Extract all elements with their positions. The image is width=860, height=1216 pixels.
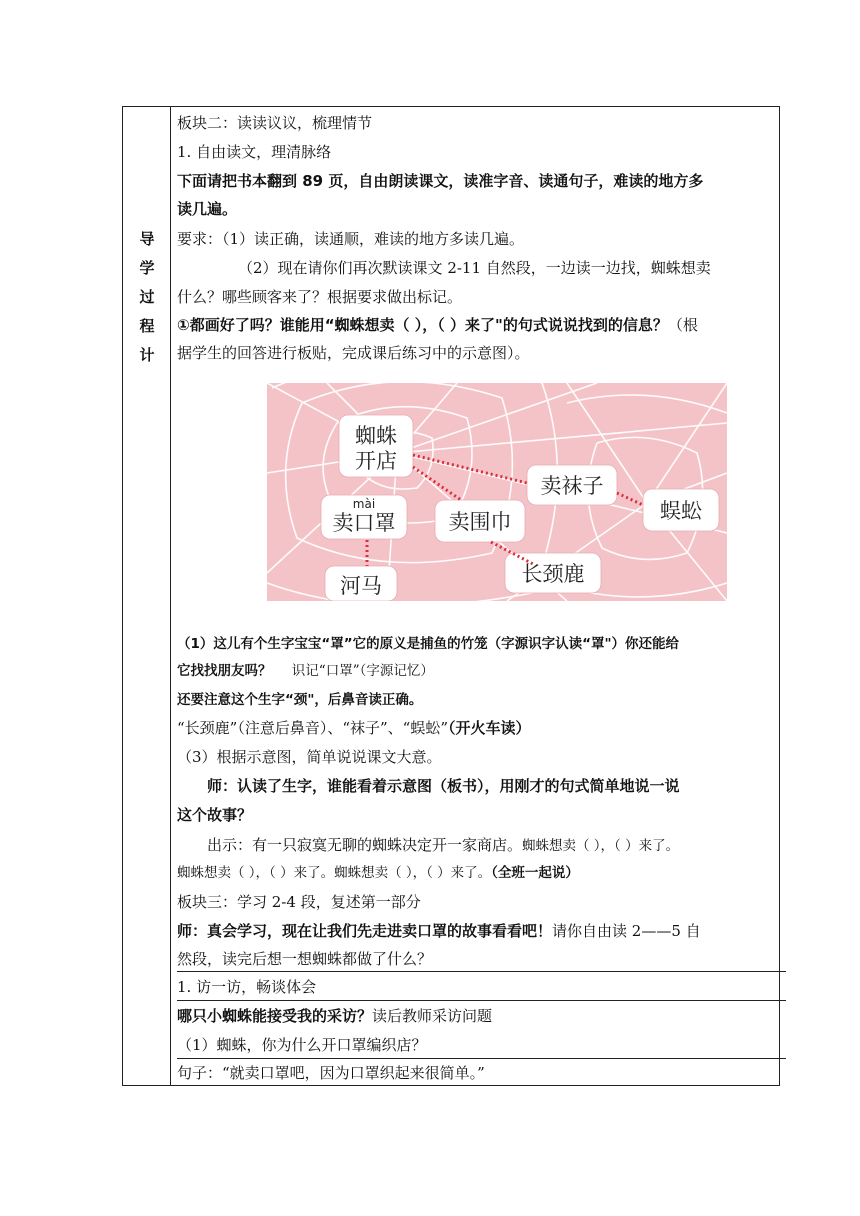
note-text: 据学生的回答进行板贴，完成课后练习中的示意图）。 bbox=[177, 344, 530, 362]
row-divider bbox=[177, 1000, 786, 1001]
interview-prompt: 哪只小蜘蛛能接受我的采访？ bbox=[177, 1007, 373, 1025]
teacher-text: 然段，读完后想一想蜘蛛都做了什么？ bbox=[177, 950, 433, 968]
instruction-text: 下面请把书本翻到 89 页，自由朗读课文，读准字音、读通句子，难读的地方多 bbox=[177, 172, 704, 190]
label-centipede: 蜈蚣 bbox=[660, 499, 702, 523]
step-heading: 1. 访一访，畅谈体会 bbox=[177, 978, 317, 996]
label-spider-line1: 蜘蛛 bbox=[355, 424, 397, 448]
label-pinyin: mài bbox=[352, 497, 376, 511]
label-spider-line2: 开店 bbox=[355, 449, 397, 473]
side-label bbox=[123, 225, 171, 370]
interview-question: （1）蜘蛛，你为什么开口罩编织店？ bbox=[177, 1036, 427, 1054]
instruction-text: 读几遍。 bbox=[177, 200, 238, 218]
label-mask: 卖口罩 bbox=[332, 511, 396, 535]
character-note: 识记“口罩”（字源记忆） bbox=[291, 663, 434, 679]
section-heading: 板块三：学习 2-4 段，复述第一部分 bbox=[177, 893, 421, 911]
requirement-text: （2）现在请你们再次默读课文 2-11 自然段，一边读一边找，蜘蛛想卖 bbox=[238, 259, 711, 277]
label-giraffe: 长颈鹿 bbox=[521, 562, 585, 586]
side-label-column bbox=[123, 107, 171, 1085]
section-heading: 板块二：读读议议，梳理情节 bbox=[177, 114, 373, 132]
requirement-text: 什么？哪些顾客来了？根据要求做出标记。 bbox=[177, 288, 463, 306]
side-char: 导 bbox=[139, 230, 155, 248]
spider-web-diagram bbox=[267, 383, 727, 601]
requirement-text: 要求：（1）读正确，读通顺，难读的地方多读几遍。 bbox=[177, 230, 525, 248]
character-note: （1）这儿有个生字宝宝“罩”它的原义是捕鱼的竹笼（字源识字认读“罩"）你还能给 bbox=[177, 636, 680, 652]
row-divider bbox=[177, 1058, 786, 1059]
sentence-text: 句子：“就卖口罩吧，因为口罩织起来很简单。” bbox=[177, 1064, 485, 1082]
character-note: 它找找朋友吗？ bbox=[177, 663, 272, 679]
example-text: 出示：有一只寂寞无聊的蜘蛛决定开一家商店。 bbox=[207, 836, 523, 854]
teacher-text: 请你自由读 2——5 自 bbox=[552, 922, 701, 940]
note-text: （根 bbox=[667, 316, 698, 334]
activity-note: （全班一起说） bbox=[491, 865, 579, 881]
label-socks: 卖袜子 bbox=[540, 474, 604, 498]
example-text: 蜘蛛想卖（ ），（ ）来了。蜘蛛想卖（ ），（ ）来了。 bbox=[177, 865, 492, 881]
step-heading: 1. 自由读文，理清脉络 bbox=[177, 143, 332, 161]
side-char: 程 bbox=[139, 317, 155, 335]
row-divider bbox=[177, 971, 786, 972]
teacher-text: 师：认读了生字，谁能看着示意图（板书），用刚才的句式简单地说一说 bbox=[207, 777, 680, 795]
interview-prompt: 读后教师采访问题 bbox=[372, 1007, 493, 1025]
side-char: 计 bbox=[139, 346, 155, 364]
side-char: 过 bbox=[139, 288, 155, 306]
question-text: ①都画好了吗？谁能用“蜘蛛想卖（ ），（ ）来了"的句式说说找到的信息？ bbox=[177, 316, 668, 334]
pronunciation-note: 还要注意这个生字“颈"，后鼻音读正确。 bbox=[177, 692, 423, 708]
word-list: “长颈鹿”（注意后鼻音）、“袜子”、“蜈蚣” bbox=[177, 719, 449, 737]
label-hippo: 河马 bbox=[340, 574, 382, 598]
task-text: （3）根据示意图，简单说说课文大意。 bbox=[177, 748, 442, 766]
label-scarf: 卖围巾 bbox=[448, 510, 512, 534]
activity-note: （开火车读） bbox=[448, 719, 531, 737]
example-text: 蜘蛛想卖（ ），（ ）来了。 bbox=[522, 838, 680, 854]
side-char: 学 bbox=[139, 259, 155, 277]
teacher-text: 这个故事？ bbox=[177, 806, 253, 824]
lesson-table bbox=[122, 106, 780, 1086]
teacher-text: 师：真会学习，现在让我们先走进卖口罩的故事看看吧！ bbox=[177, 922, 553, 940]
